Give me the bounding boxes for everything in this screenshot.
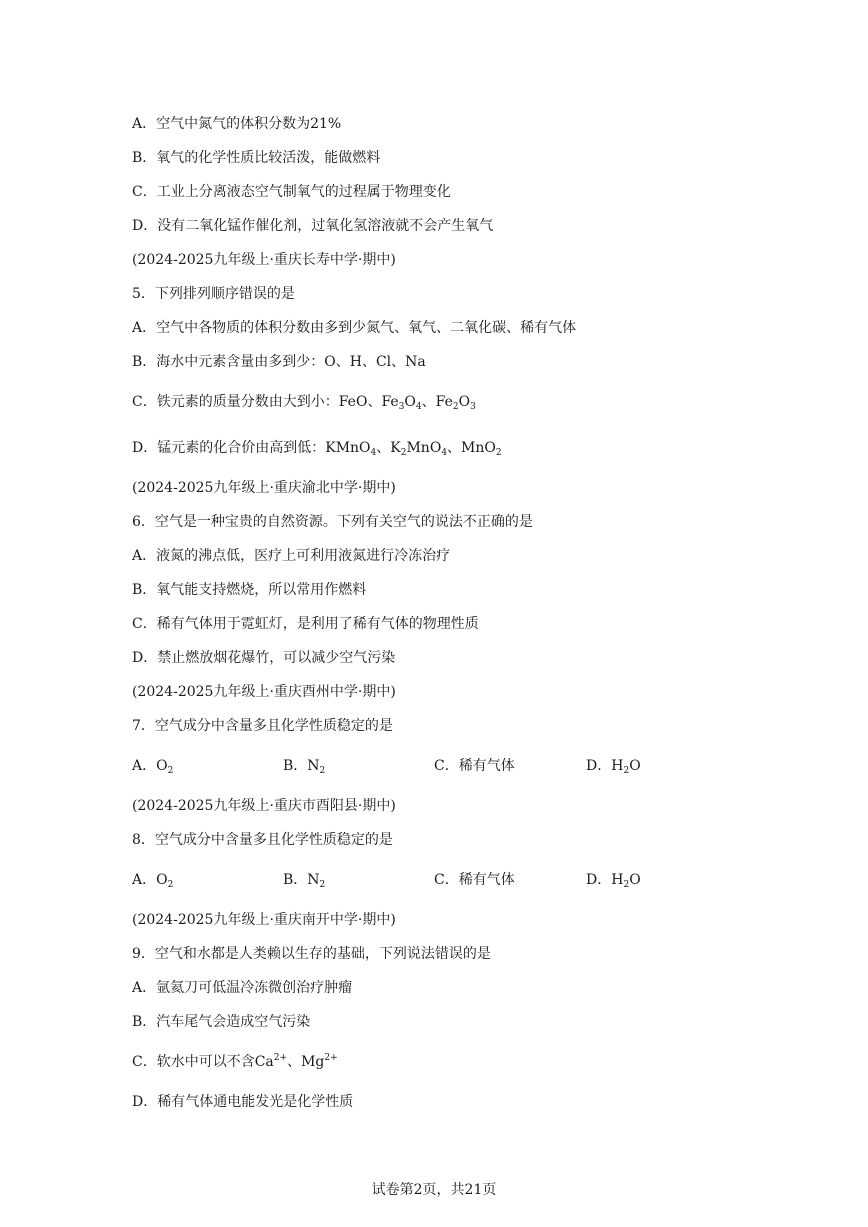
q7-option-d: D．$H_2O$ [586, 758, 641, 776]
q6-option-b: B．氧气能支持燃烧，所以常用作燃料 [132, 582, 367, 598]
q4-option-b: B．氧气的化学性质比较活泼，能做燃料 [132, 150, 381, 166]
q7-source: (2024-2025九年级上·重庆酉州中学·期中) [132, 684, 396, 700]
q9-stem: 9．空气和水都是人类赖以生存的基础，下列说法错误的是 [132, 946, 491, 962]
q5-option-d: D．锰元素的化合价由高到低：KMnO$_4$、$K_2MnO_4$、MnO$_2$ [132, 440, 502, 458]
q7-option-b: B．$N_2$ [283, 758, 326, 776]
q8-source: (2024-2025九年级上·重庆市酉阳县·期中) [132, 798, 396, 814]
q5-option-c-text: C．铁元素的质量分数由大到小： [132, 394, 339, 410]
q9-option-c: C．软水中可以不含$Ca^{2+}$、$Mg^{2+}$ [132, 1053, 338, 1070]
formula: FeO [338, 394, 368, 410]
q4-option-c: C．工业上分离液态空气制氧气的过程属于物理变化 [132, 184, 451, 200]
q8-option-a: A．$O_2$ [132, 872, 174, 890]
page-footer: 试卷第2页，共21页 [371, 1182, 497, 1198]
q9-source: (2024-2025九年级上·重庆南开中学·期中) [132, 912, 396, 928]
q8-option-b: B．$N_2$ [283, 872, 326, 890]
q6-option-c: C．稀有气体用于霓虹灯，是利用了稀有气体的物理性质 [132, 616, 479, 632]
q5-option-d-text: D．锰元素的化合价由高到低： [132, 440, 326, 456]
q5-stem: 5．下列排列顺序错误的是 [132, 286, 295, 302]
q6-option-a: A．液氮的沸点低，医疗上可利用液氮进行冷冻治疗 [132, 548, 451, 564]
q8-option-d: D．$H_2O$ [586, 872, 641, 890]
q4-option-a: A．空气中氮气的体积分数为21% [132, 116, 342, 132]
q4-option-d: D．没有二氧化锰作催化剂，过氧化氢溶液就不会产生氧气 [132, 218, 494, 234]
q5-source: (2024-2025九年级上·重庆长寿中学·期中) [132, 252, 396, 268]
q9-option-a: A．氩氦刀可低温冷冻微创治疗肿瘤 [132, 980, 353, 996]
q6-stem: 6．空气是一种宝贵的自然资源。下列有关空气的说法不正确的是 [132, 514, 533, 530]
q5-option-c: C．铁元素的质量分数由大到小：FeO、$Fe_3O_4$、$Fe_2O_3$ [132, 394, 476, 412]
q7-option-c: C．稀有气体 [434, 758, 515, 774]
q9-option-d: D．稀有气体通电能发光是化学性质 [132, 1094, 354, 1110]
q6-option-d: D．禁止燃放烟花爆竹，可以减少空气污染 [132, 650, 396, 666]
q9-option-b: B．汽车尾气会造成空气污染 [132, 1014, 311, 1030]
q5-option-b: B．海水中元素含量由多到少：O、H、Cl、Na [132, 354, 426, 370]
q5-option-a: A．空气中各物质的体积分数由多到少氮气、氧气、二氧化碳、稀有气体 [132, 320, 577, 336]
q6-source: (2024-2025九年级上·重庆渝北中学·期中) [132, 480, 396, 496]
q7-stem: 7．空气成分中含量多且化学性质稳定的是 [132, 718, 393, 734]
q8-option-c: C．稀有气体 [434, 872, 515, 888]
q8-stem: 8．空气成分中含量多且化学性质稳定的是 [132, 832, 393, 848]
q7-option-a: A．$O_2$ [132, 758, 174, 776]
